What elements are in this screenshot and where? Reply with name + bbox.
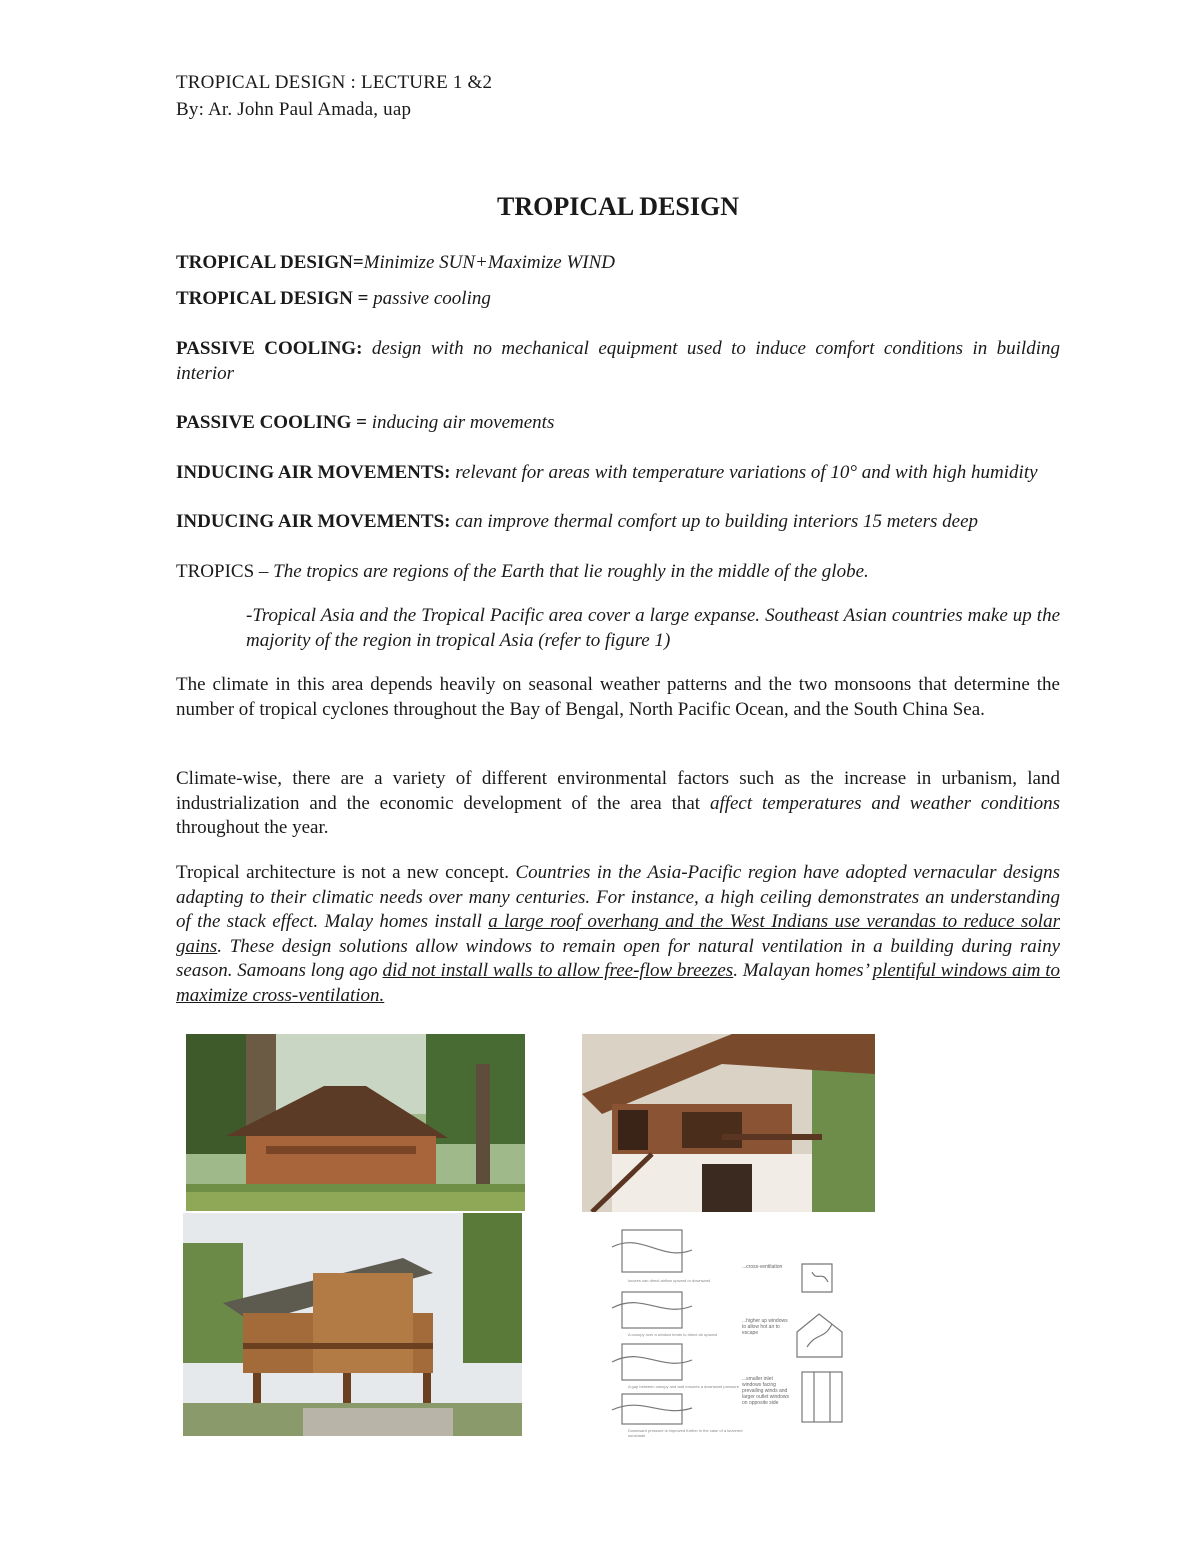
text-run: Tropical architecture is not a new concept. <box>176 862 516 883</box>
definition-passive-cooling-2 <box>176 411 1060 436</box>
paragraph-climate-factors <box>176 767 1060 841</box>
diagram-caption: louvres can direct airflow upward or downward <box>628 1278 711 1283</box>
definition-text: Minimize SUN+Maximize WIND <box>363 252 616 273</box>
text-run-italic: . These design solutions allow windows to remain open for natural ventilation in a building during rainy season. Samoans long ago <box>176 935 1060 981</box>
house-illustration <box>582 1034 875 1212</box>
paragraph-climate: The climate in this area depends heavily on seasonal weather patterns and the two monsoons that determine the number of tropical cyclones throughout the Bay of Bengal, North Pacific Ocean, and the South China Sea. <box>176 674 1060 720</box>
diagram-caption: A canopy over a window tends to direct air upward <box>628 1332 718 1337</box>
definition-tropical-design-2 <box>176 287 1060 312</box>
text-run-underlined: a large roof overhang and the West Indians use verandas to reduce solar gains <box>176 911 1060 957</box>
definition-term: PASSIVE COOLING = <box>176 412 372 433</box>
text-run: Climate-wise, there are a variety of different environmental factors such as the increase in urbanism, land industrialization and the economic development of the area that <box>176 768 1060 814</box>
definition-term: INDUCING AIR MOVEMENTS: <box>176 511 456 532</box>
ventilation-diagrams <box>592 1222 862 1440</box>
definition-inducing-air-1 <box>176 461 1060 486</box>
text-run-italic: . Malayan homes’ <box>733 960 873 981</box>
definition-term: TROPICAL DESIGN= <box>176 252 364 273</box>
text-run: throughout the year. <box>176 817 329 838</box>
definition-term: TROPICAL DESIGN = <box>176 288 374 309</box>
text-run-underlined: plentiful windows aim to maximize cross-ventilation. <box>176 960 1061 1006</box>
definition-text: inducing air movements <box>371 412 555 433</box>
page-title: TROPICAL DESIGN <box>497 192 739 221</box>
photo-two-storey-house <box>582 1034 875 1212</box>
definition-text: passive cooling <box>373 288 491 309</box>
definition-text: The tropics are regions of the Earth that lie roughly in the middle of the globe. <box>273 561 869 582</box>
definition-text: relevant for areas with temperature variations of 10° and with high humidity <box>455 462 1038 483</box>
diagram-caption: Downward pressure is improved further in the case of a louvered sunshade <box>628 1428 743 1438</box>
photo-bamboo-house <box>183 1213 522 1436</box>
diagram-label-high-windows: ...higher up windows to allow hot air to escape <box>742 1318 788 1336</box>
definition-term: INDUCING AIR MOVEMENTS: <box>176 462 456 483</box>
definition-term: TROPICS – <box>176 561 274 582</box>
diagram-label-cross-ventilation: ...cross-ventilation <box>742 1264 783 1270</box>
definition-text: design with no mechanical equipment used to induce comfort conditions in building interior <box>176 338 1060 384</box>
text-run-underlined: did not install walls to allow free-flow breezes <box>382 960 734 981</box>
text-run-italic: Countries in the Asia-Pacific region have adopted vernacular designs adapting to their climatic needs over many centuries. For instance, a high ceiling demonstrates an understanding of the stack effect. Malay homes install <box>176 862 1061 932</box>
header-author: By: Ar. John Paul Amada, uap <box>176 99 412 120</box>
paragraph-tropical-architecture <box>176 861 1060 1008</box>
airflow-diagram <box>592 1222 862 1440</box>
house-illustration <box>183 1213 522 1436</box>
definition-passive-cooling-1 <box>176 337 1060 386</box>
definition-tropical-design-1 <box>176 251 1060 276</box>
definition-text: can improve thermal comfort up to building interiors 15 meters deep <box>455 511 979 532</box>
text-run-italic: affect temperatures and weather conditions <box>709 792 1060 814</box>
diagram-caption: A gap between canopy and wall ensures a downward pressure <box>628 1384 739 1389</box>
definition-inducing-air-2 <box>176 510 1060 535</box>
header-lecture-title: TROPICAL DESIGN : LECTURE 1 &2 <box>176 72 493 93</box>
definition-term: PASSIVE COOLING: <box>176 338 372 359</box>
tropical-asia-note <box>246 604 1060 653</box>
diagram-label-inlet-outlet: ...smaller inlet windows facing prevailing winds and larger outlet windows on opposite side <box>742 1376 789 1406</box>
note-text: -Tropical Asia and the Tropical Pacific area cover a large expanse. Southeast Asian countries make up the majority of the region in tropical Asia (refer to figure 1) <box>246 605 1060 651</box>
house-illustration <box>186 1034 525 1211</box>
definition-tropics <box>176 560 1060 585</box>
photo-wooden-house-trees <box>186 1034 525 1211</box>
